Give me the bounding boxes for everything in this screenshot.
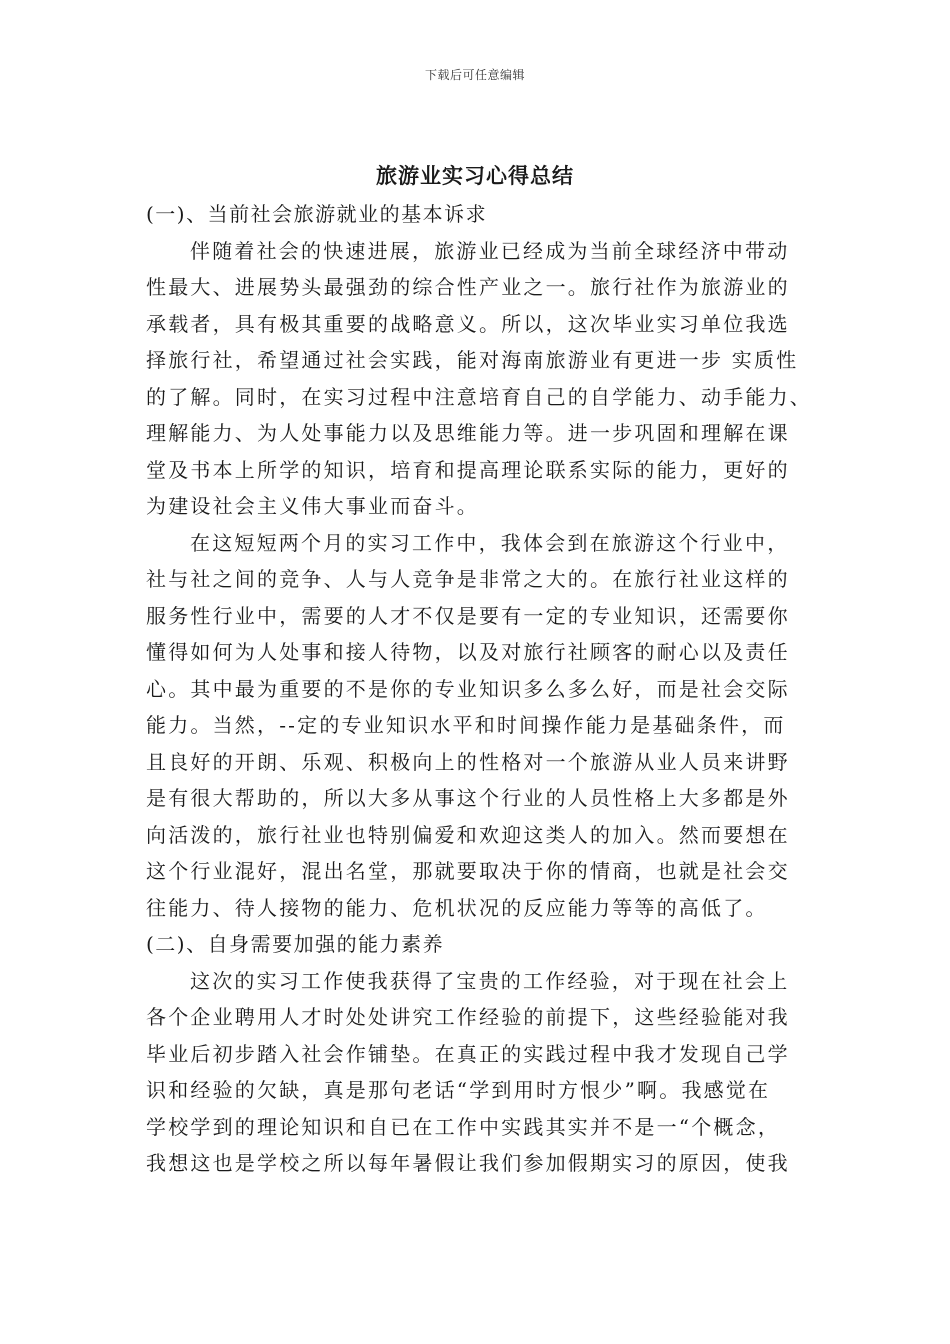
section-heading: (一)、当前社会旅游就业的基本诉求 (146, 202, 488, 226)
paragraph-line: 伴随着社会的快速进展，旅游业已经成为当前全球经济中带动 (190, 238, 790, 263)
paragraph-line: 理解能力、为人处事能力以及思维能力等。进一步巩固和理解在课 (146, 421, 790, 445)
paragraph-line: 学校学到的理论知识和自已在工作中实践其实并不是一“个概念， (146, 1114, 781, 1139)
header-note: 下载后可任意编辑 (424, 68, 525, 82)
paragraph-line: 往能力、待人接物的能力、危机状况的反应能力等等的高低了。 (146, 895, 768, 920)
paragraph-line: 毕业后初步踏入社会作铺垫。在真正的实践过程中我才发现自己学 (146, 1041, 790, 1066)
paragraph-line: 为建设社会主义伟大事业而奋斗。 (146, 494, 479, 518)
paragraph-line: 这次的实习工作使我获得了宝贵的工作经验，对于现在社会上 (190, 968, 790, 993)
paragraph-line: 性最大、进展势头最强劲的综合性产业之一。旅行社作为旅游业的 (146, 275, 790, 299)
paragraph-line: 识和经验的欠缺，真是那句老话“学到用时方恨少”啊。我感觉在 (146, 1078, 771, 1102)
paragraph-line: 是有很大帮助的，所以大多从事这个行业的人员性格上大多都是外 (146, 786, 790, 810)
document-title: 旅游业实习心得总结 (376, 163, 574, 188)
paragraph-line: 承载者，具有极其重要的战略意义。所以，这次毕业实习单位我选 (146, 311, 790, 336)
paragraph-line: 社与社之间的竞争、人与人竞争是非常之大的。在旅行社业这样的 (146, 567, 790, 591)
paragraph-line: 的了解。同时，在实习过程中注意培育自己的自学能力、动手能力、 (146, 384, 812, 409)
paragraph-line: 向活泼的，旅行社业也特别偏爱和欢迎这类人的加入。然而要想在 (146, 822, 790, 847)
section-heading: (二)、自身需要加强的能力素养 (146, 932, 445, 956)
paragraph-line: 能力。当然，--定的专业知识水平和时间操作能力是基础条件，而 (146, 713, 786, 737)
paragraph-line: 心。其中最为重要的不是你的专业知识多么多么好，而是社会交际 (146, 676, 790, 701)
paragraph-line: 懂得如何为人处事和接人待物，以及对旅行社顾客的耐心以及责任 (146, 640, 790, 664)
paragraph-line: 在这短短两个月的实习工作中，我体会到在旅游这个行业中， (190, 530, 790, 555)
paragraph-line: 这个行业混好，混出名堂，那就要取决于你的情商，也就是社会交 (146, 859, 790, 883)
paragraph-line: 择旅行社，希望通过社会实践，能对海南旅游业有更进一步 实质性 (146, 348, 799, 372)
document-body (146, 196, 810, 1182)
paragraph-line: 服务性行业中，需要的人才不仅是要有一定的专业知识，还需要你 (146, 603, 790, 628)
paragraph-line: 且良好的开朗、乐观、积极向上的性格对一个旅游从业人员来讲野 (146, 749, 790, 774)
paragraph-line: 堂及书本上所学的知识，培育和提高理论联系实际的能力，更好的 (146, 457, 790, 482)
paragraph-line: 我想这也是学校之所以每年暑假让我们参加假期实习的原因，使我 (146, 1151, 790, 1175)
paragraph-line: 各个企业聘用人才时处处讲究工作经验的前提下，这些经验能对我 (146, 1005, 790, 1029)
